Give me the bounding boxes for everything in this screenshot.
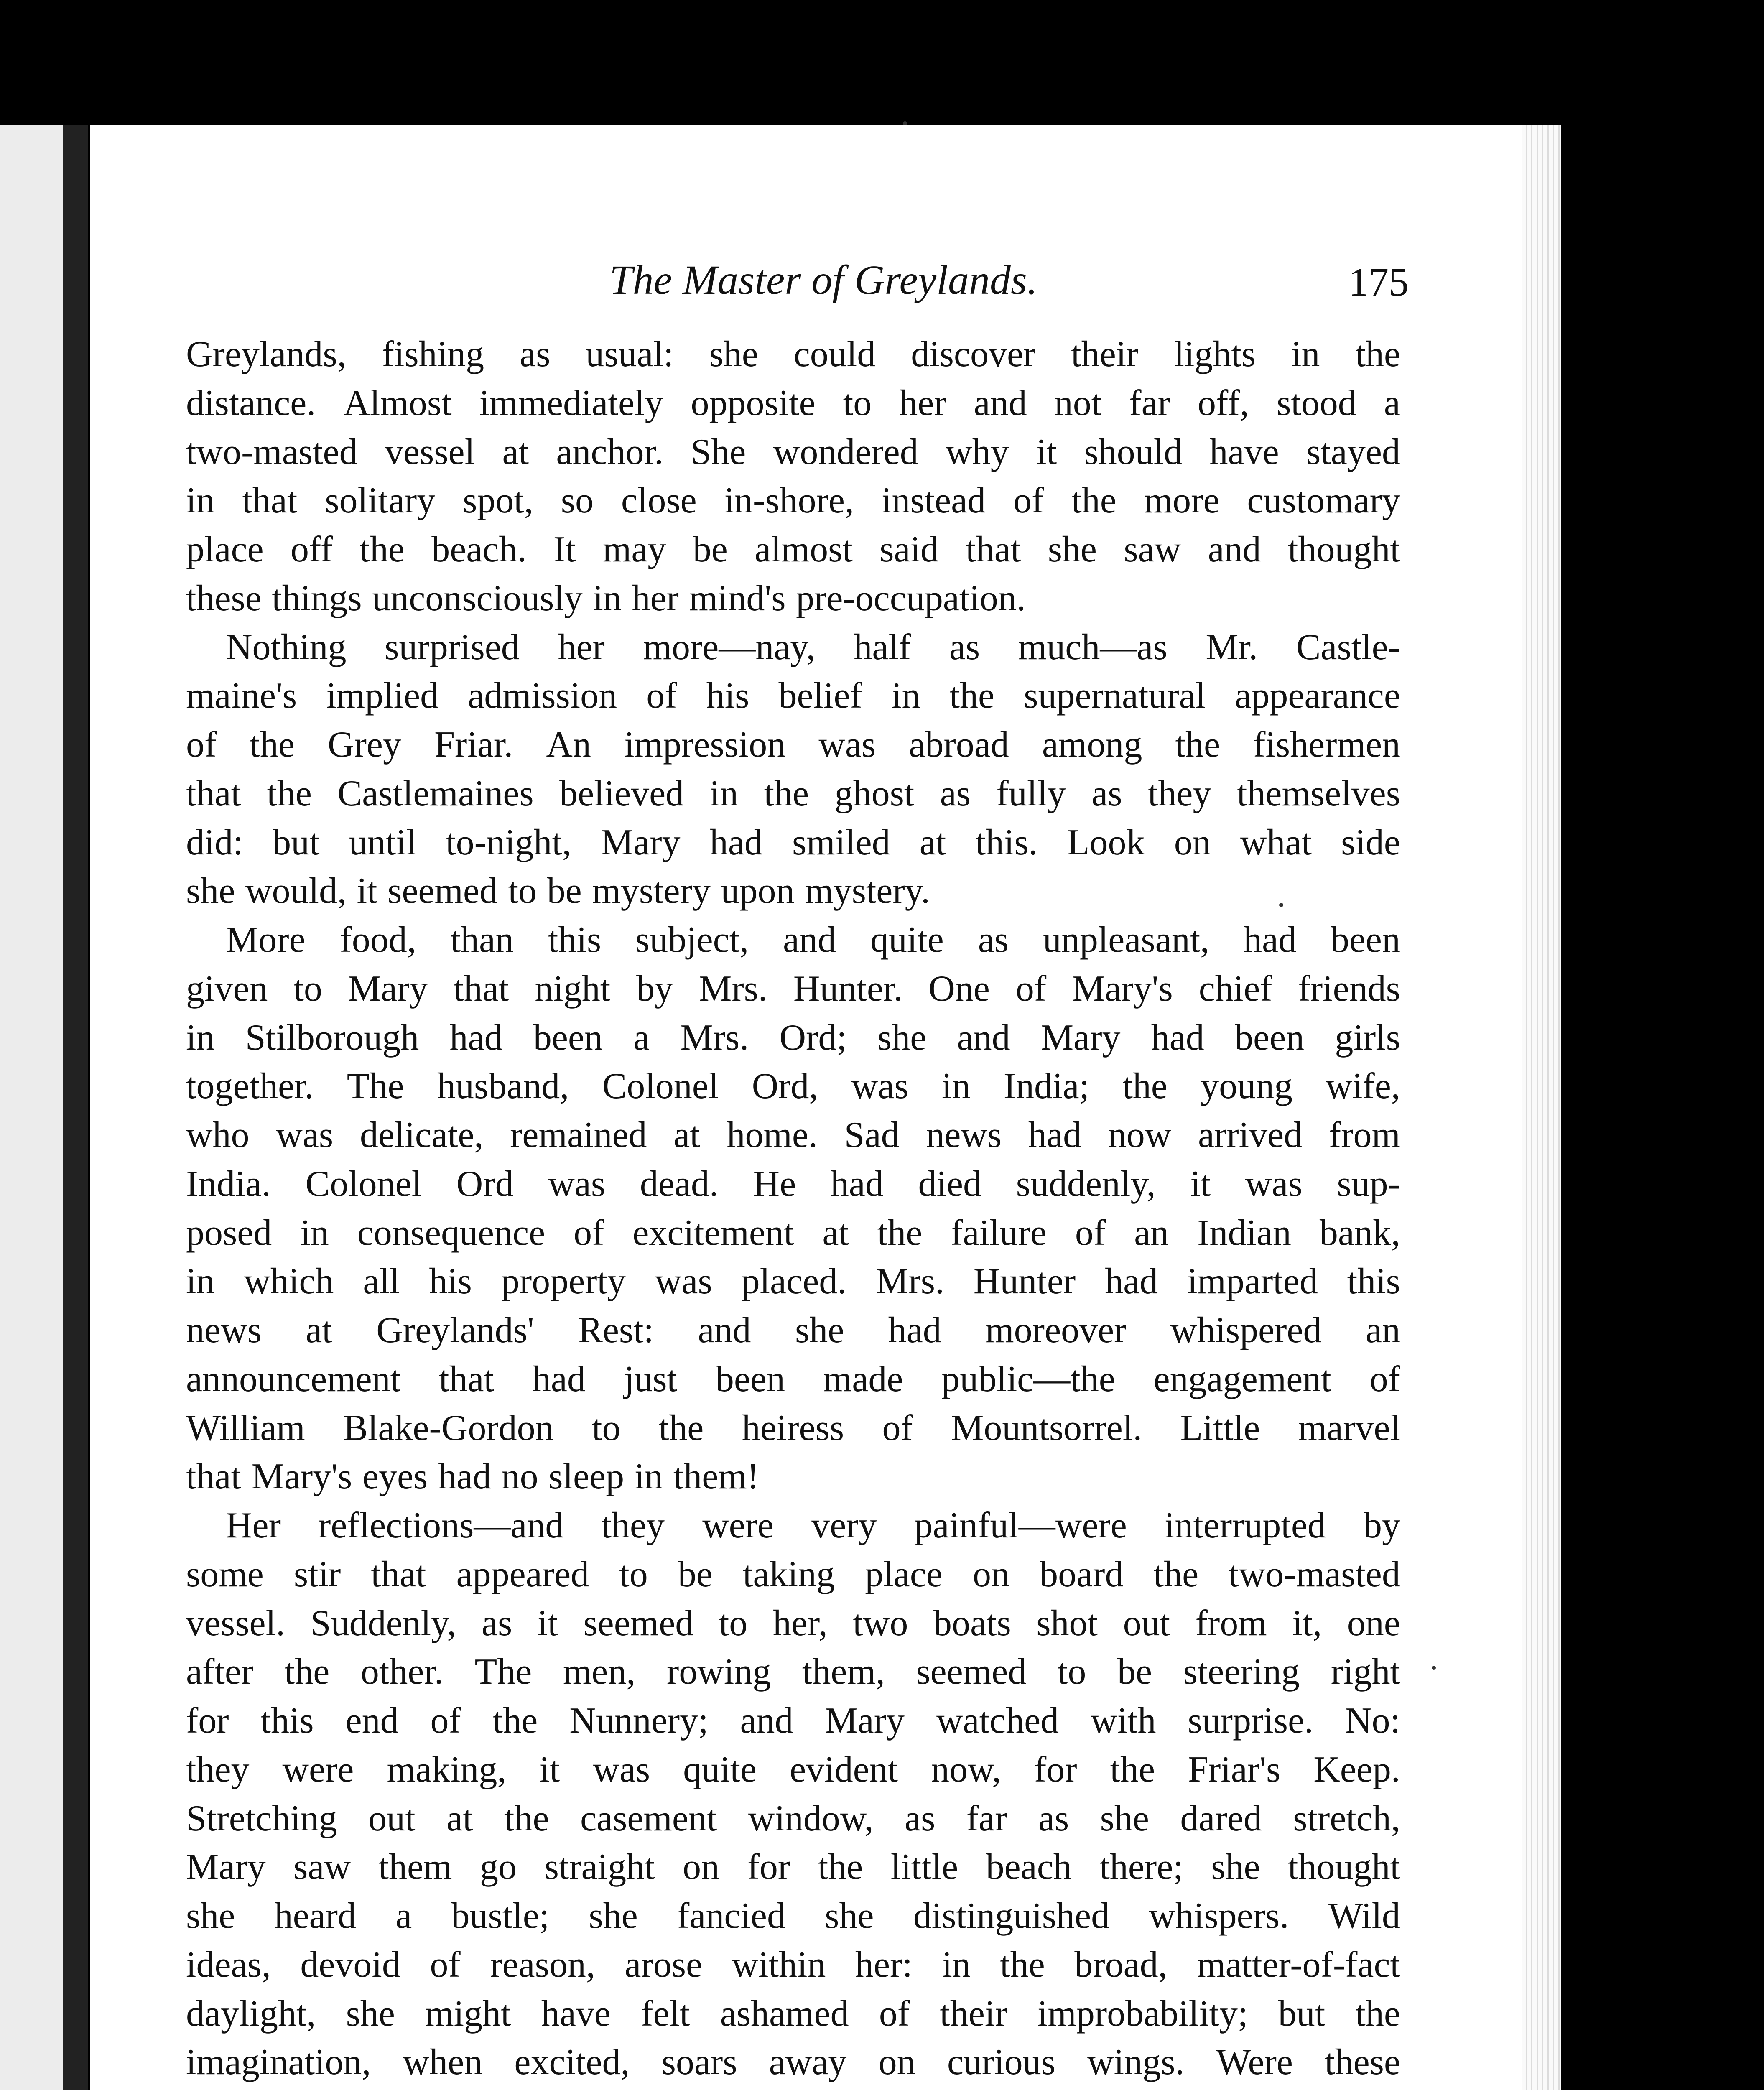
text-line: together. The husband, Colonel Ord, was in India; the young wife, [186,1066,1400,1107]
text-line: who was delicate, remained at home. Sad news had now arrived from [186,1115,1400,1155]
text-line: More food, than this subject, and quite as unpleasant, had been [226,920,1400,960]
text-line: these things unconsciously in her mind's pre-occupation. [186,578,1026,619]
text-line: daylight, she might have felt ashamed of their improbability; but the [186,1993,1400,2034]
text-line: some stir that appeared to be taking place on board the two-masted [186,1554,1400,1595]
text-line: she would, it seemed to be mystery upon mystery. [186,871,930,912]
text-line: imagination, when excited, soars away on curious wings. Were these [186,2042,1400,2083]
text-line: news at Greylands' Rest: and she had moreover whispered an [186,1310,1400,1351]
print-speck [1432,1666,1436,1670]
text-line: in that solitary spot, so close in-shore, instead of the more customary [186,480,1400,521]
text-line: maine's implied admission of his belief in the supernatural appearance [186,675,1400,716]
print-speck [903,121,907,125]
text-line: in which all his property was placed. Mrs. Hunter had imparted this [186,1261,1400,1302]
text-line: ideas, devoid of reason, arose within her: in the broad, matter-of-fact [186,1944,1400,1985]
text-line: posed in consequence of excitement at the failure of an Indian bank, [186,1212,1400,1253]
text-line: Nothing surprised her more—nay, half as much—as Mr. Castle- [226,627,1400,668]
text-line: vessel. Suddenly, as it seemed to her, two boats shot out from it, one [186,1603,1400,1644]
text-line: Mary saw them go straight on for the little beach there; she thought [186,1847,1400,1888]
body-text [186,330,1400,2090]
text-line: she heard a bustle; she fancied she distinguished whispers. Wild [186,1896,1400,1936]
text-line: did: but until to-night, Mary had smiled at this. Look on what side [186,822,1400,863]
text-line: in Stilborough had been a Mrs. Ord; she and Mary had been girls [186,1017,1400,1058]
text-line: two-masted vessel at anchor. She wondered why it should have stayed [186,431,1400,472]
text-line: after the other. The men, rowing them, seemed to be steering right [186,1652,1400,1692]
page-stack-edge [1522,125,1561,2090]
text-line: that Mary's eyes had no sleep in them! [186,1456,760,1497]
page-number: 175 [1348,260,1409,304]
book-gutter-shadow [63,125,88,2090]
running-title: The Master of Greylands. [609,257,1037,303]
text-line [186,2087,1400,2090]
text-line: Stretching out at the casement window, as far as she dared stretch, [186,1798,1400,1839]
text-line: for this end of the Nunnery; and Mary watched with surprise. No: [186,1700,1400,1741]
text-line: given to Mary that night by Mrs. Hunter. One of Mary's chief friends [186,968,1400,1009]
text-line: announcement that had just been made public—the engagement of [186,1358,1400,1399]
text-line: William Blake-Gordon to the heiress of Mountsorrel. Little marvel [186,1407,1400,1448]
text-line: that the Castlemaines believed in the ghost as fully as they themselves [186,773,1400,814]
text-line: India. Colonel Ord was dead. He had died suddenly, it was sup- [186,1163,1400,1204]
text-line: distance. Almost immediately opposite to her and not far off, stood a [186,382,1400,423]
print-speck [1279,903,1283,907]
text-line: Greylands, fishing as usual: she could discover their lights in the [186,334,1400,375]
text-line: of the Grey Friar. An impression was abroad among the fishermen [186,724,1400,765]
text-line: place off the beach. It may be almost said that she saw and thought [186,529,1400,570]
text-line: they were making, it was quite evident now, for the Friar's Keep. [186,1749,1400,1790]
text-line: Her reflections—and they were very painful—were interrupted by [226,1505,1400,1546]
